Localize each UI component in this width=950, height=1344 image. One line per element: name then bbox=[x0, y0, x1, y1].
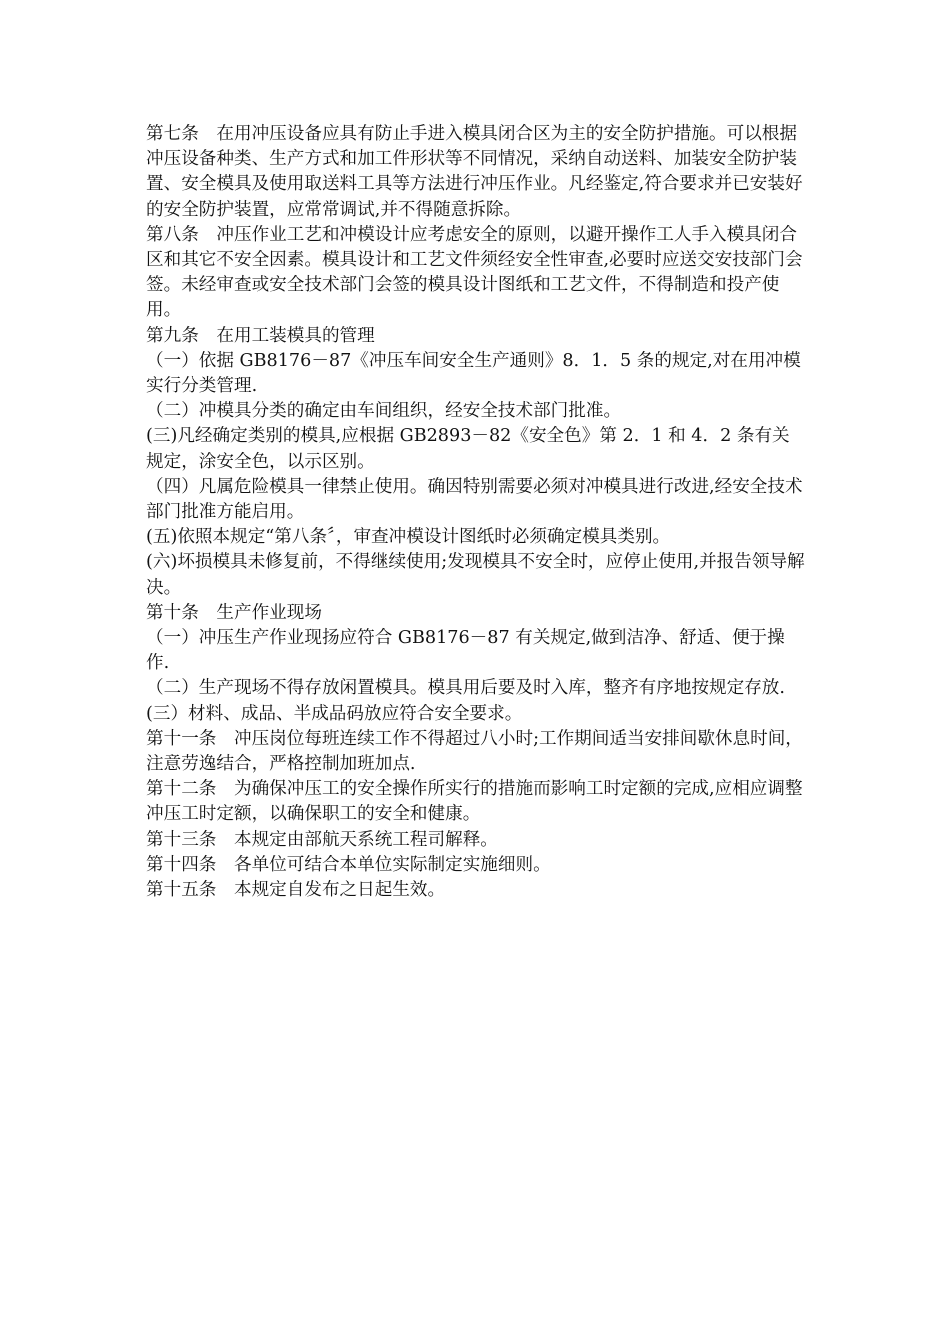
article-7-paragraph: 第七条 在用冲压设备应具有防止手进入模具闭合区为主的安全防护措施。可以根据冲压设备种类、生产方式和加工件形状等不同情况，采纳自动送料、加装安全防护装置、安全模具及使用取送料工具等方法进行冲压作业。凡经鉴定,符合要求并已安装好的安全防护装置，应常常调试,并不得随意拆除。 bbox=[146, 124, 803, 220]
article-9-item-2: （二）冲模具分类的确定由车间组织，经安全技术部门批准。 bbox=[146, 401, 622, 422]
article-9-item-3: (三)凡经确定类别的模具,应根据 GB2893－82《安全色》第 2．1 和 4．2 条有关规定，涂安全色，以示区别。 bbox=[146, 426, 790, 472]
document-body bbox=[146, 122, 806, 903]
article-8-paragraph: 第八条 冲压作业工艺和冲模设计应考虑安全的原则，以避开操作工人手入模具闭合区和其它不安全因素。模具设计和工艺文件须经安全性审查,必要时应送交安技部门会签。未经审查或安全技术部门会签的模具设计图纸和工艺文件，不得制造和投产使用。 bbox=[146, 224, 803, 321]
article-13-paragraph: 第十三条 本规定由部航天系统工程司解释。 bbox=[146, 829, 498, 850]
article-10-item-2: （二）生产现场不得存放闲置模具。模具用后要及时入库，整齐有序地按规定存放. bbox=[146, 678, 785, 699]
article-9-item-4: （四）凡属危险模具一律禁止使用。确因特别需要必须对冲模具进行改进,经安全技术部门批准方能启用。 bbox=[146, 476, 803, 523]
article-9-item-6: (六)坏损模具未修复前，不得继续使用;发现模具不安全时，应停止使用,并报告领导解决。 bbox=[146, 552, 805, 598]
article-10-item-1: （一）冲压生产作业现扬应符合 GB8176－87 有关规定,做到洁净、舒适、便于操作. bbox=[146, 628, 785, 674]
article-9-item-5: (五)依照本规定“第八条〞，审查冲模设计图纸时必须确定模具类别。 bbox=[146, 527, 671, 548]
article-9-heading: 第九条 在用工装模具的管理 bbox=[146, 325, 375, 346]
article-10-heading: 第十条 生产作业现场 bbox=[146, 602, 322, 623]
article-14-paragraph: 第十四条 各单位可结合本单位实际制定实施细则。 bbox=[146, 854, 551, 875]
article-15-paragraph: 第十五条 本规定自发布之日起生效。 bbox=[146, 880, 446, 901]
article-11-paragraph: 第十一条 冲压岗位每班连续工作不得超过八小时;工作期间适当安排间歇休息时间，注意劳逸结合，严格控制加班加点. bbox=[146, 728, 803, 775]
article-9-item-1: （一）依据 GB8176－87《冲压车间安全生产通则》8．1．5 条的规定,对在用冲模实行分类管理. bbox=[146, 350, 801, 397]
article-10-item-3: (三）材料、成品、半成品码放应符合安全要求。 bbox=[146, 703, 523, 724]
article-12-paragraph: 第十二条 为确保冲压工的安全操作所实行的措施而影响工时定额的完成,应相应调整冲压工时定额，以确保职工的安全和健康。 bbox=[146, 779, 803, 825]
